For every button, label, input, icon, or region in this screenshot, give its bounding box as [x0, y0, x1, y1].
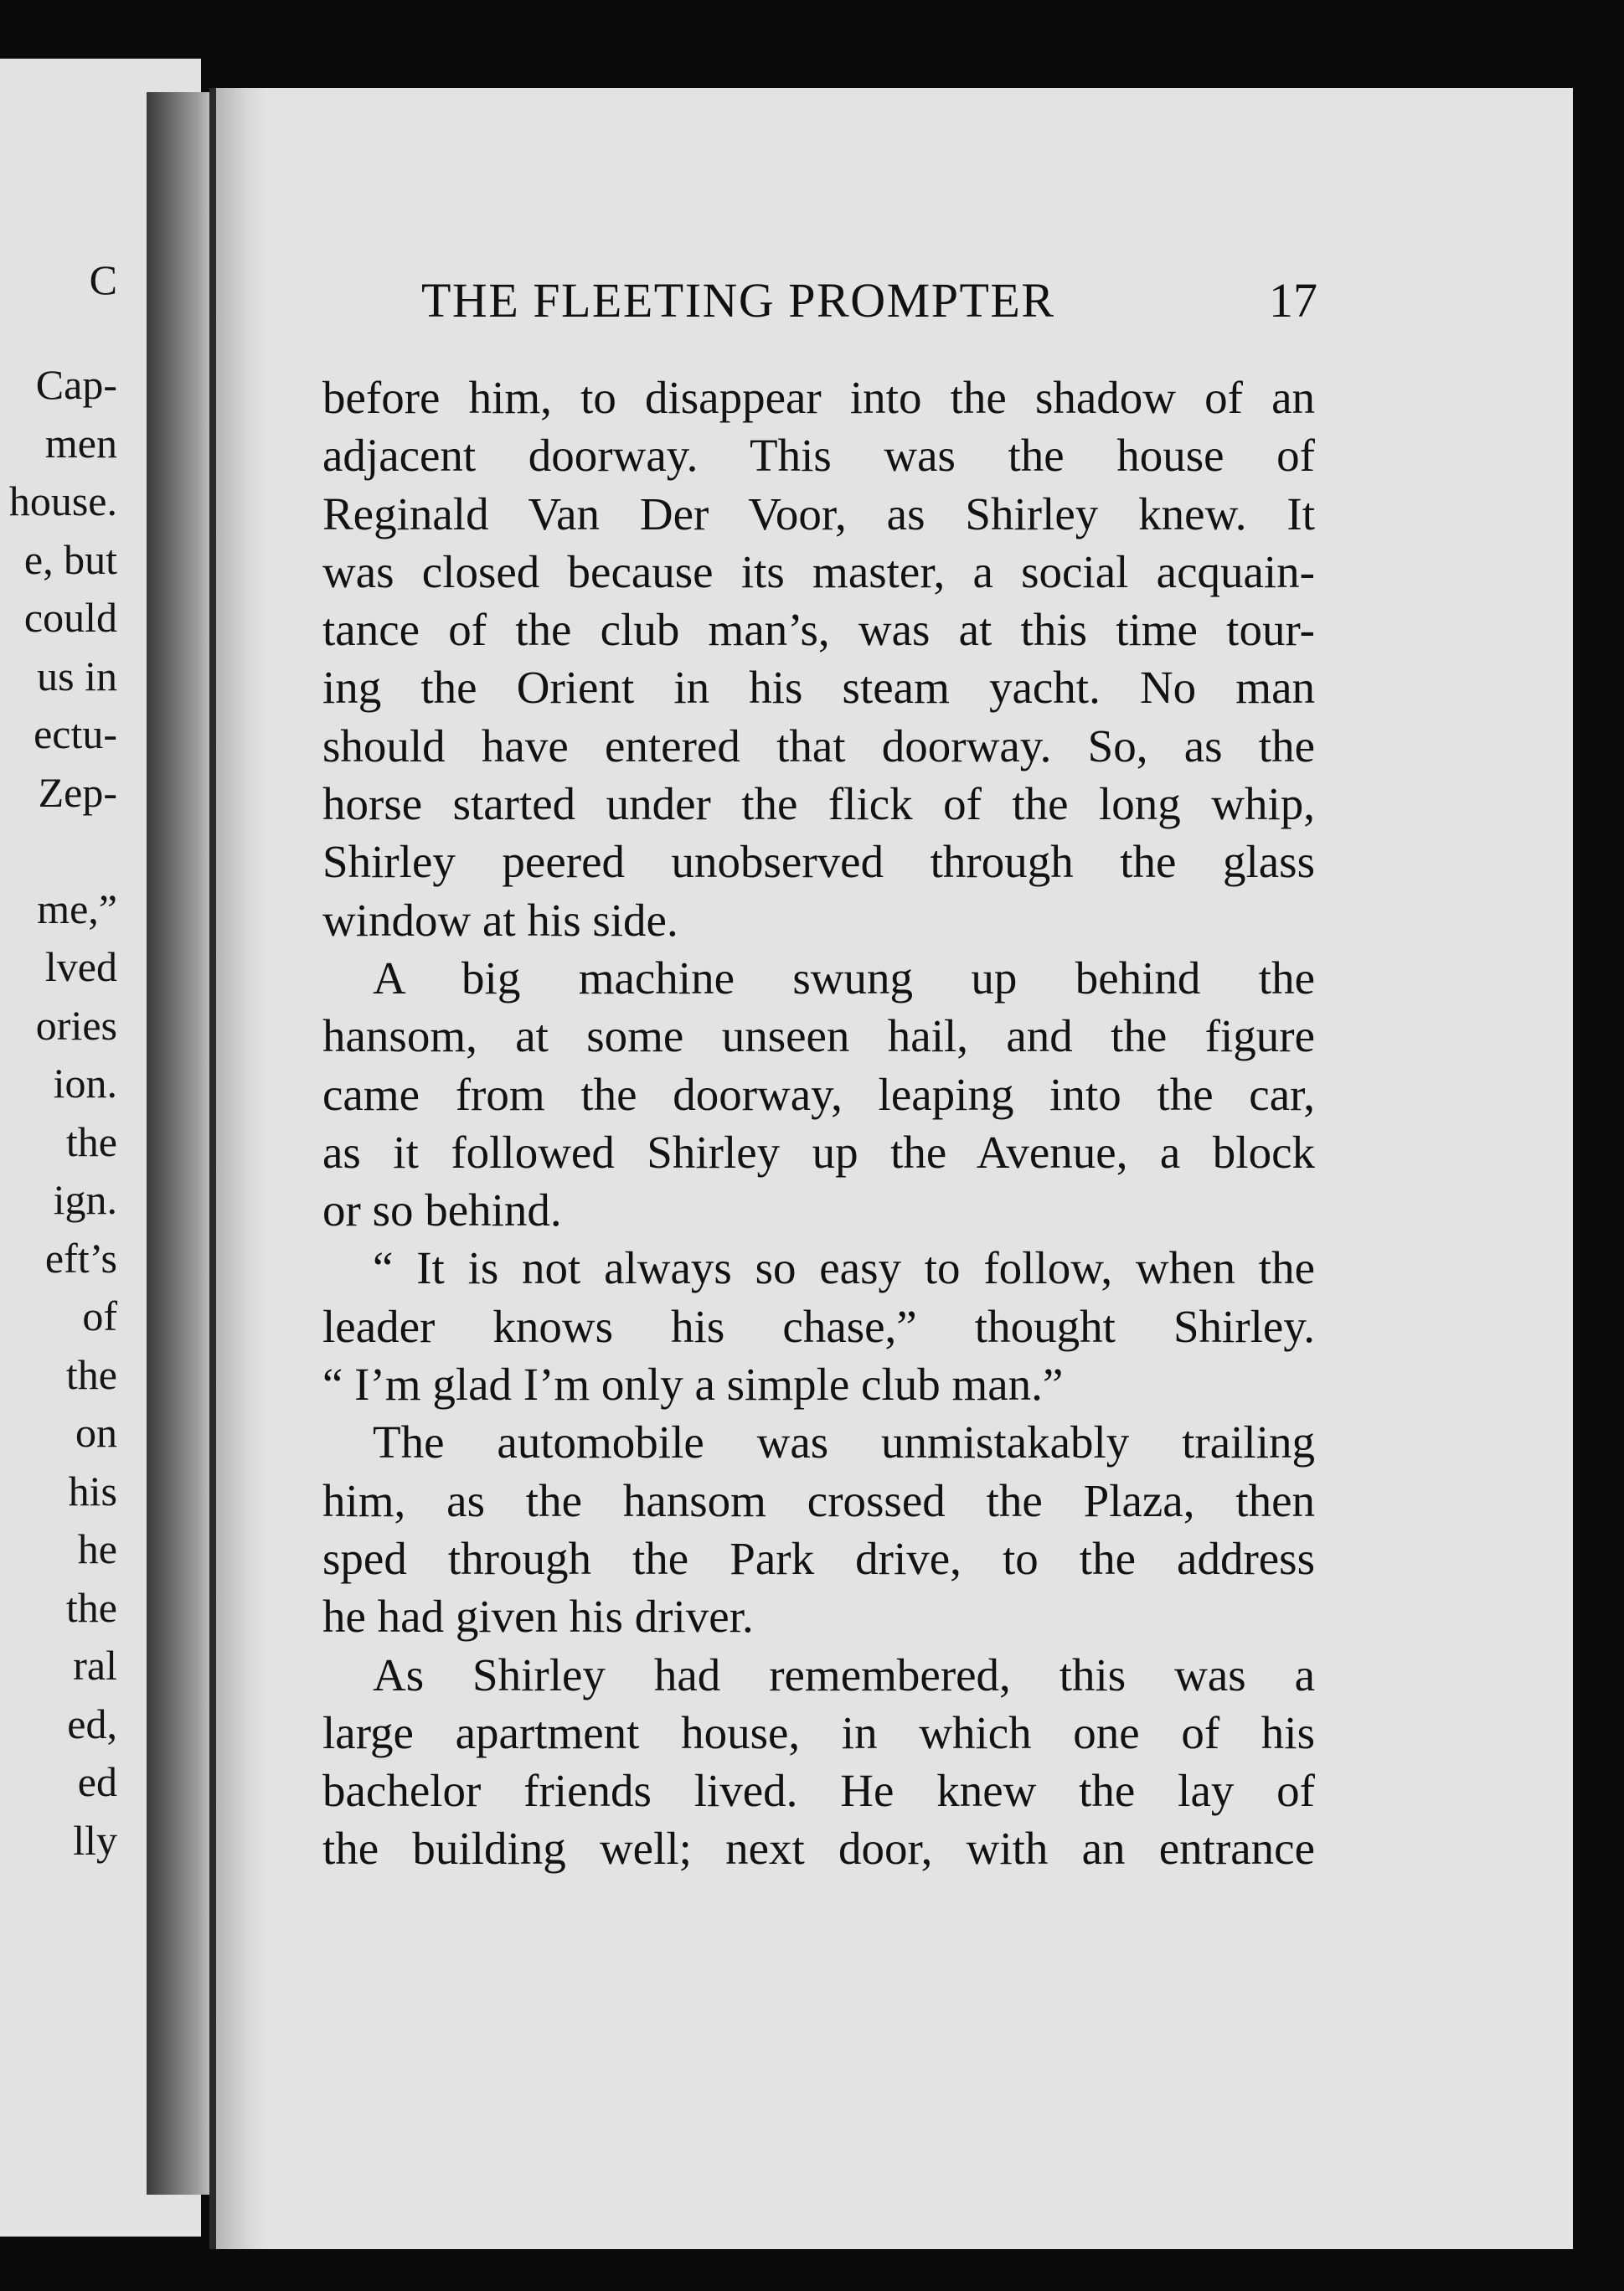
left-page-fragment: the [65, 1584, 117, 1631]
text-line: large apartment house, in which one of his [322, 1706, 1315, 1758]
left-page-fragment: e, but [23, 536, 117, 583]
text-line: “ I’m glad I’m only a simple club man.” [322, 1359, 1064, 1411]
text-line: The automobile was unmistakably trailing [373, 1416, 1315, 1468]
left-page-fragment: ign. [53, 1176, 117, 1223]
text-line: before him, to disappear into the shadow of an [322, 372, 1315, 423]
left-page-fragment: house. [8, 477, 117, 524]
left-page-fragment: the [65, 1118, 117, 1165]
left-page-fragment: lly [73, 1817, 117, 1864]
left-page-fragment: the [65, 1351, 117, 1398]
text-line: should have entered that doorway. So, as the [322, 720, 1315, 771]
left-page-fragment: ectu- [34, 710, 117, 757]
left-page-fragment: C [89, 256, 117, 303]
right-page-gutter-shade [216, 88, 266, 2249]
left-page-fragment: Zep- [38, 769, 117, 816]
text-line: the building well; next door, with an entrance [322, 1823, 1315, 1875]
body-text [322, 369, 1315, 1878]
left-page-fragment: ion. [53, 1060, 117, 1107]
left-page-fragment: his [68, 1468, 117, 1514]
text-line: or so behind. [322, 1184, 562, 1236]
left-page-fragment: of [82, 1293, 117, 1339]
text-line: horse started under the flick of the long whip, [322, 778, 1315, 830]
left-page-fragment: Cap- [35, 361, 117, 408]
left-page-fragment: ories [35, 1002, 117, 1049]
left-page-fragment: eft’s [44, 1235, 117, 1282]
text-line: tance of the club man’s, was at this time tour- [322, 604, 1315, 656]
book-gutter-shadow [147, 92, 214, 2195]
text-line: as it followed Shirley up the Avenue, a block [322, 1126, 1315, 1178]
running-head [421, 272, 1317, 328]
left-page-fragment: lved [44, 943, 117, 990]
text-line: leader knows his chase,” thought Shirley. [322, 1300, 1315, 1352]
text-line: sped through the Park drive, to the address [322, 1532, 1315, 1584]
left-page-fragment: ed [77, 1758, 117, 1805]
text-line: As Shirley had remembered, this was a [373, 1649, 1315, 1700]
text-line: adjacent doorway. This was the house of [322, 430, 1315, 482]
left-page-fragment: could [23, 594, 117, 641]
text-line: Shirley peered unobserved through the glass [322, 836, 1315, 888]
page-number: 17 [1269, 273, 1317, 328]
left-page-fragment: he [77, 1525, 117, 1572]
text-line: window at his side. [322, 894, 678, 946]
running-title: THE FLEETING PROMPTER [421, 273, 1055, 328]
text-line: he had given his driver. [322, 1591, 754, 1643]
left-page-fragment: on [75, 1409, 117, 1456]
left-page-fragment: us in [37, 653, 117, 699]
text-line: “ It is not always so easy to follow, when the [373, 1242, 1315, 1294]
text-line: hansom, at some unseen hail, and the figure [322, 1010, 1315, 1062]
text-line: A big machine swung up behind the [373, 952, 1315, 1004]
text-line: bachelor friends lived. He knew the lay of [322, 1765, 1315, 1817]
left-page-fragment: ral [73, 1642, 117, 1689]
left-page-fragment: me,” [37, 885, 117, 932]
text-line: was closed because its master, a social acquain- [322, 545, 1315, 597]
text-line: Reginald Van Der Voor, as Shirley knew. It [322, 488, 1315, 539]
text-line: ing the Orient in his steam yacht. No man [322, 662, 1315, 714]
left-page-fragment: ed, [67, 1700, 117, 1747]
text-line: came from the doorway, leaping into the car, [322, 1068, 1315, 1120]
left-page-fragment: men [44, 420, 117, 467]
text-line: him, as the hansom crossed the Plaza, then [322, 1474, 1315, 1526]
